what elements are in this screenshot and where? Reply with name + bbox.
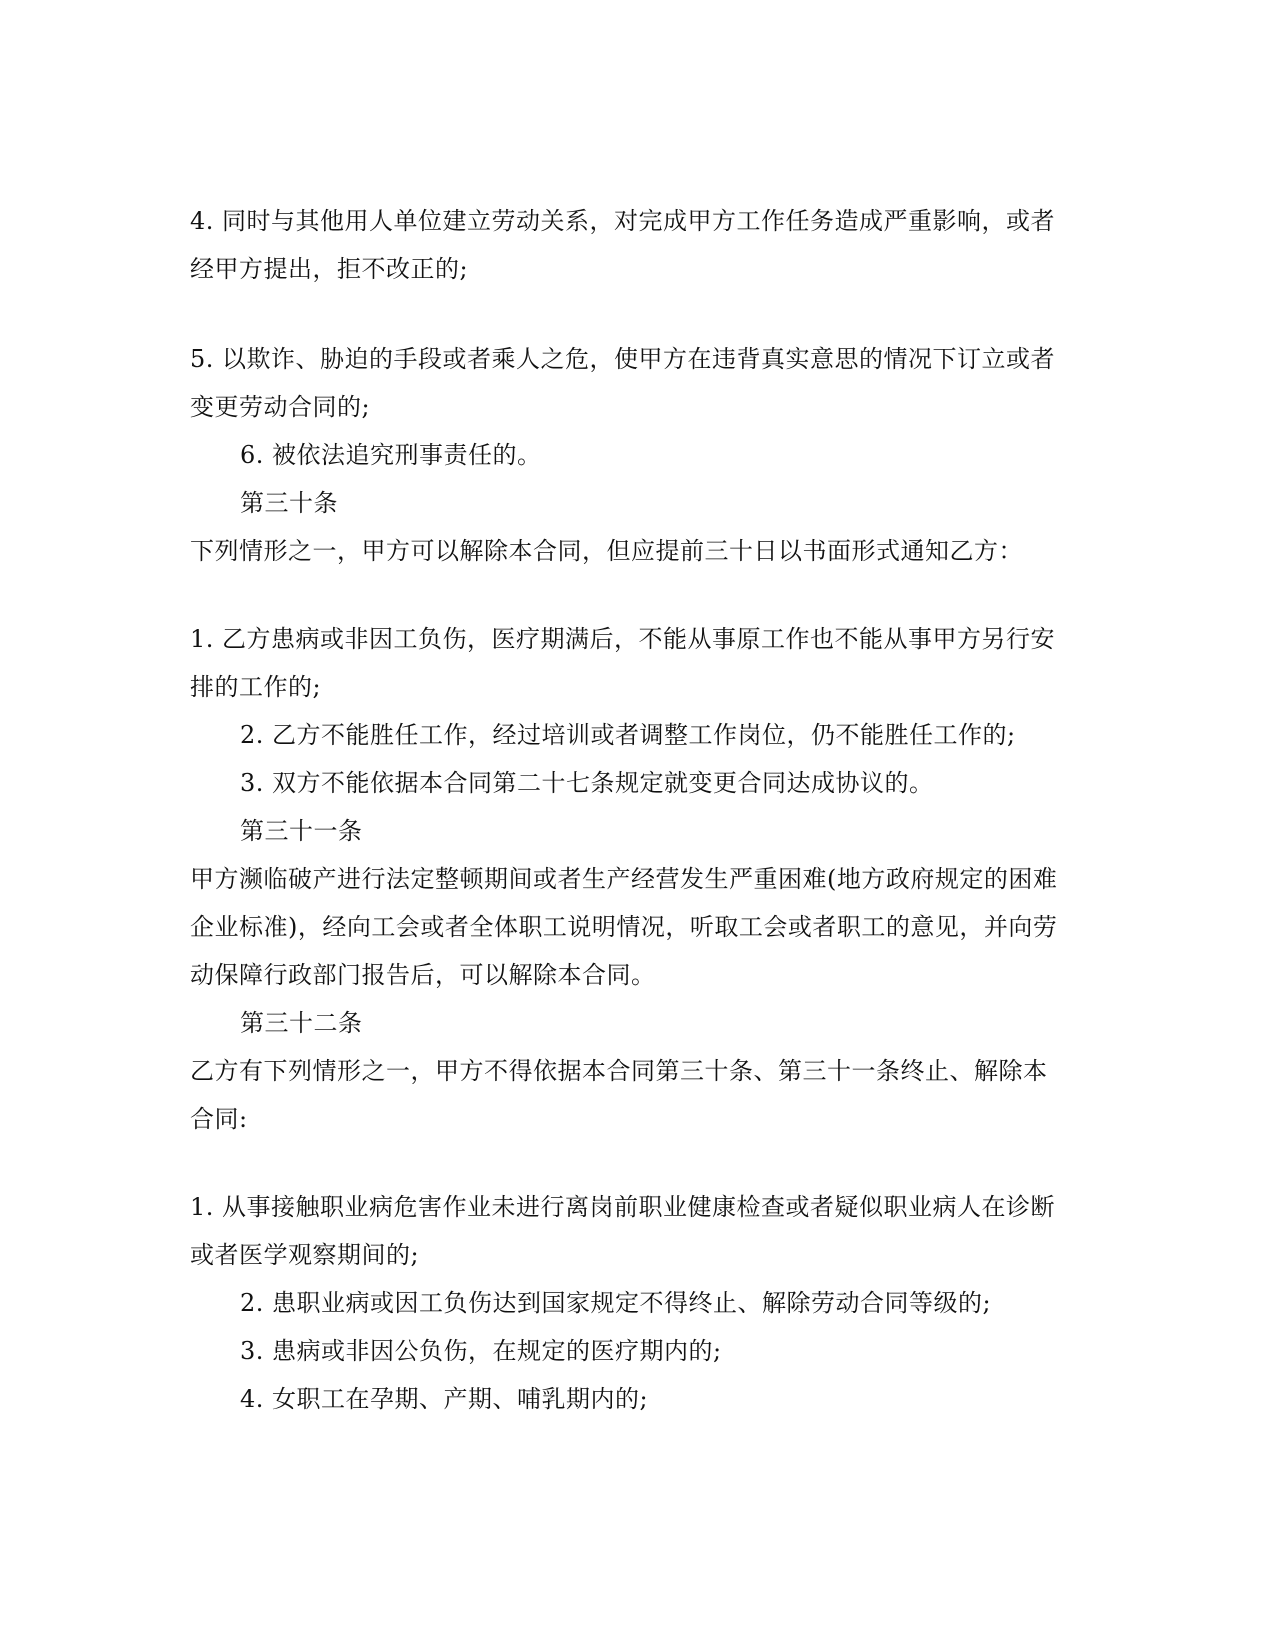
article32-item2: 2. 患职业病或因工负伤达到国家规定不得终止、解除劳动合同等级的; bbox=[240, 1289, 992, 1317]
item4-line1: 4. 同时与其他用人单位建立劳动关系，对完成甲方工作任务造成严重影响，或者 bbox=[190, 207, 1056, 235]
item5-line2: 变更劳动合同的; bbox=[190, 393, 371, 421]
article31-line3: 动保障行政部门报告后，可以解除本合同。 bbox=[190, 961, 656, 989]
article30-item1-line2: 排的工作的; bbox=[190, 673, 322, 701]
article31-line1: 甲方濒临破产进行法定整顿期间或者生产经营发生严重困难(地方政府规定的困难 bbox=[190, 865, 1058, 893]
article30-item3: 3. 双方不能依据本合同第二十七条规定就变更合同达成协议的。 bbox=[240, 769, 934, 797]
article31-heading: 第三十一条 bbox=[240, 817, 363, 845]
article30-intro: 下列情形之一，甲方可以解除本合同，但应提前三十日以书面形式通知乙方： bbox=[190, 537, 1023, 565]
article32-item4: 4. 女职工在孕期、产期、哺乳期内的; bbox=[240, 1385, 649, 1413]
item6: 6. 被依法追究刑事责任的。 bbox=[240, 441, 542, 469]
article32-intro-line2: 合同: bbox=[190, 1105, 248, 1133]
article32-item1-line1: 1. 从事接触职业病危害作业未进行离岗前职业健康检查或者疑似职业病人在诊断 bbox=[190, 1193, 1056, 1221]
article31-line2: 企业标准)，经向工会或者全体职工说明情况，听取工会或者职工的意见，并向劳 bbox=[190, 913, 1058, 941]
article30-item1-line1: 1. 乙方患病或非因工负伤，医疗期满后，不能从事原工作也不能从事甲方另行安 bbox=[190, 625, 1056, 653]
item4-line2: 经甲方提出，拒不改正的; bbox=[190, 255, 469, 283]
article32-heading: 第三十二条 bbox=[240, 1009, 363, 1037]
article30-item2: 2. 乙方不能胜任工作，经过培训或者调整工作岗位，仍不能胜任工作的; bbox=[240, 721, 1016, 749]
item5-line1: 5. 以欺诈、胁迫的手段或者乘人之危，使甲方在违背真实意思的情况下订立或者 bbox=[190, 345, 1056, 373]
article32-item3: 3. 患病或非因公负伤，在规定的医疗期内的; bbox=[240, 1337, 722, 1365]
article30-heading: 第三十条 bbox=[240, 489, 338, 517]
article32-item1-line2: 或者医学观察期间的; bbox=[190, 1241, 420, 1269]
article32-intro-line1: 乙方有下列情形之一，甲方不得依据本合同第三十条、第三十一条终止、解除本 bbox=[190, 1057, 1048, 1085]
